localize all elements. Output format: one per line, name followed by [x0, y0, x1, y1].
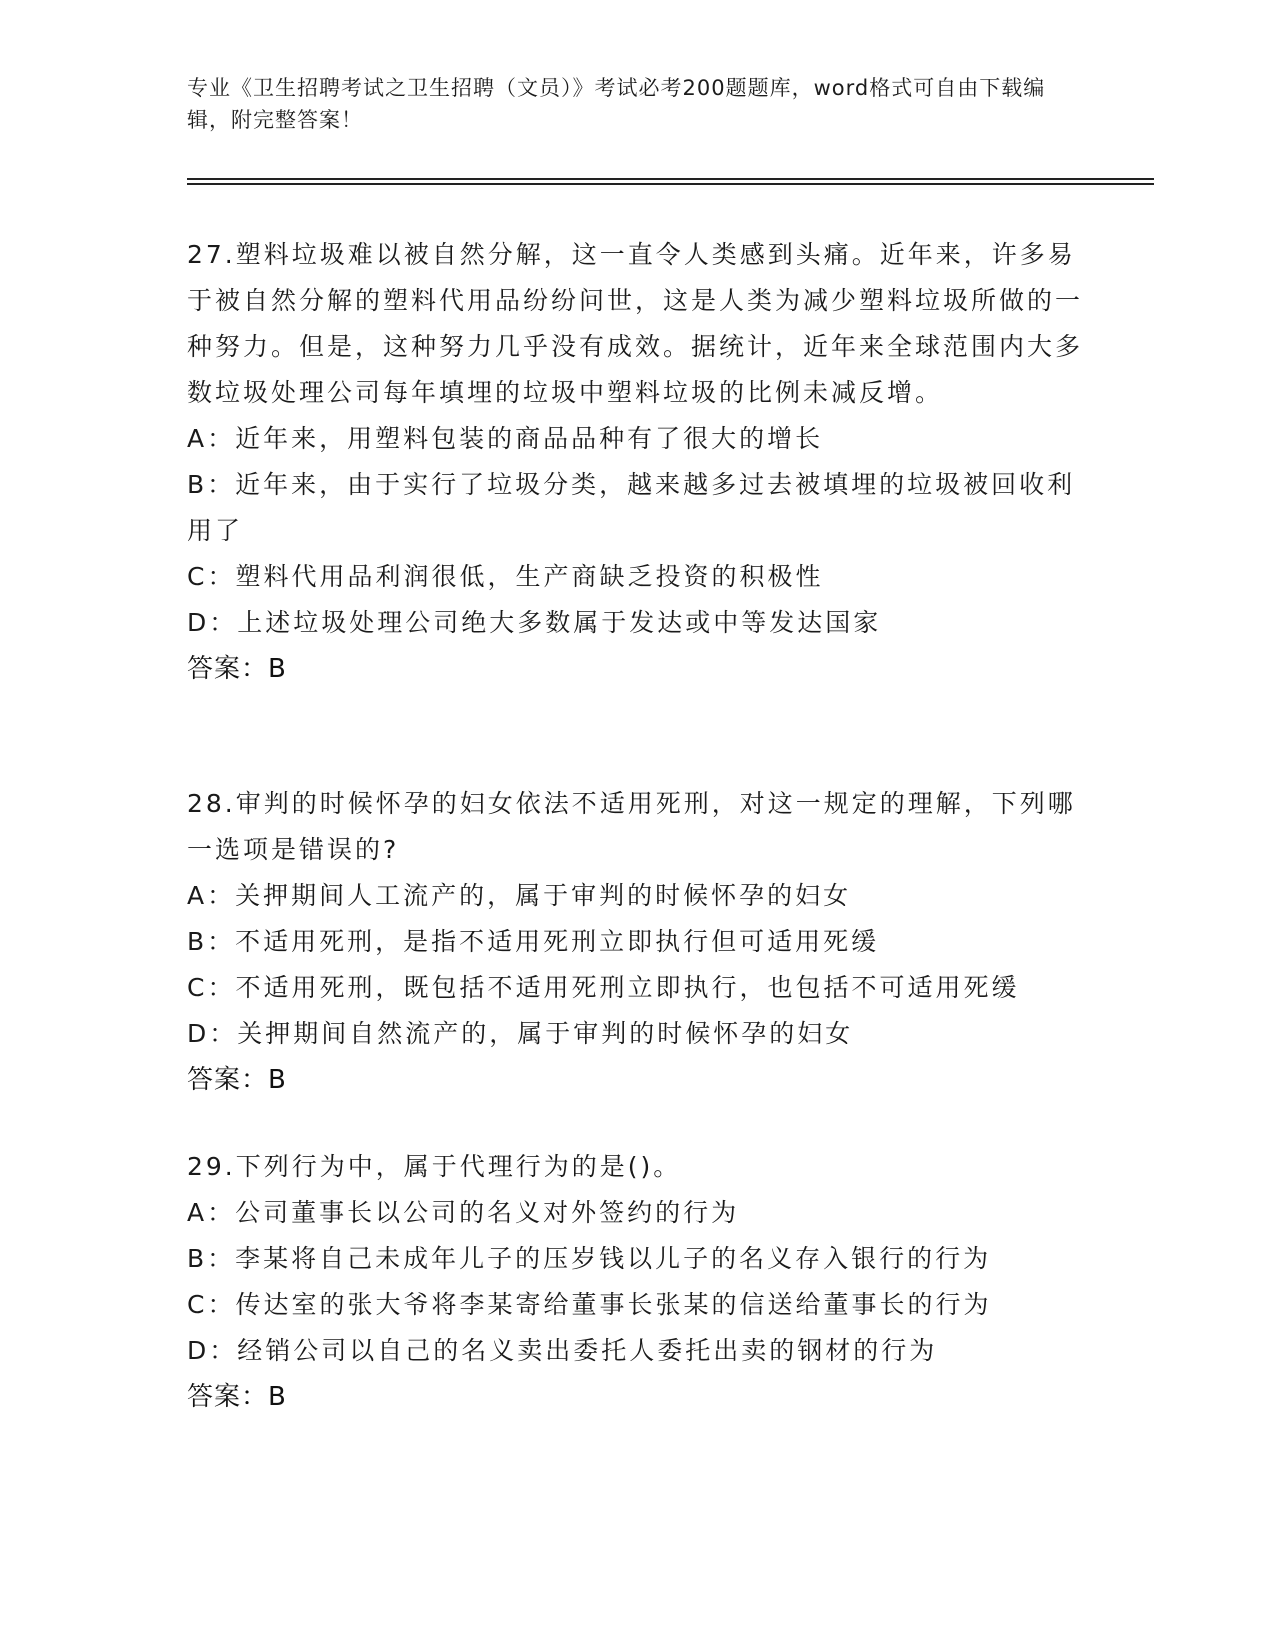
option-d: D：关押期间自然流产的，属于审判的时候怀孕的妇女	[187, 1019, 854, 1048]
question-29	[187, 1144, 1087, 1420]
option-b: B：不适用死刑，是指不适用死刑立即执行但可适用死缓	[187, 927, 880, 956]
question-stem: 29.下列行为中，属于代理行为的是()。	[187, 1152, 682, 1181]
option-c: C：塑料代用品利润很低，生产商缺乏投资的积极性	[187, 562, 824, 591]
header-divider-top	[187, 178, 1154, 180]
question-stem: 27.塑料垃圾难以被自然分解，这一直令人类感到头痛。近年来，许多易于被自然分解的塑料代用品纷纷问世，这是人类为减少塑料垃圾所做的一种努力。但是，这种努力几乎没有成效。据统计，近年来全球范围内大多数垃圾处理公司每年填埋的垃圾中塑料垃圾的比例未减反增。	[187, 240, 1084, 407]
option-d: D：上述垃圾处理公司绝大多数属于发达或中等发达国家	[187, 608, 882, 637]
answer-label: 答案：B	[187, 1065, 287, 1095]
option-a: A：近年来，用塑料包装的商品品种有了很大的增长	[187, 424, 824, 453]
option-c: C：不适用死刑，既包括不适用死刑立即执行，也包括不可适用死缓	[187, 973, 1020, 1002]
answer-label: 答案：B	[187, 1382, 287, 1412]
question-stem: 28.审判的时候怀孕的妇女依法不适用死刑，对这一规定的理解，下列哪一选项是错误的?	[187, 789, 1076, 864]
option-a: A：公司董事长以公司的名义对外签约的行为	[187, 1198, 740, 1227]
option-d: D：经销公司以自己的名义卖出委托人委托出卖的钢材的行为	[187, 1336, 938, 1365]
question-27	[187, 232, 1087, 692]
document-header: 专业《卫生招聘考试之卫生招聘（文员）》考试必考200题题库，word格式可自由下载编辑，附完整答案！	[187, 76, 1046, 132]
option-b: B：李某将自己未成年儿子的压岁钱以儿子的名义存入银行的行为	[187, 1244, 992, 1273]
option-b: B：近年来，由于实行了垃圾分类，越来越多过去被填埋的垃圾被回收利用了	[187, 470, 1076, 545]
question-28	[187, 781, 1087, 1103]
option-c: C：传达室的张大爷将李某寄给董事长张某的信送给董事长的行为	[187, 1290, 992, 1319]
header-divider-bottom	[187, 183, 1154, 185]
answer-label: 答案：B	[187, 654, 287, 684]
option-a: A：关押期间人工流产的，属于审判的时候怀孕的妇女	[187, 881, 852, 910]
